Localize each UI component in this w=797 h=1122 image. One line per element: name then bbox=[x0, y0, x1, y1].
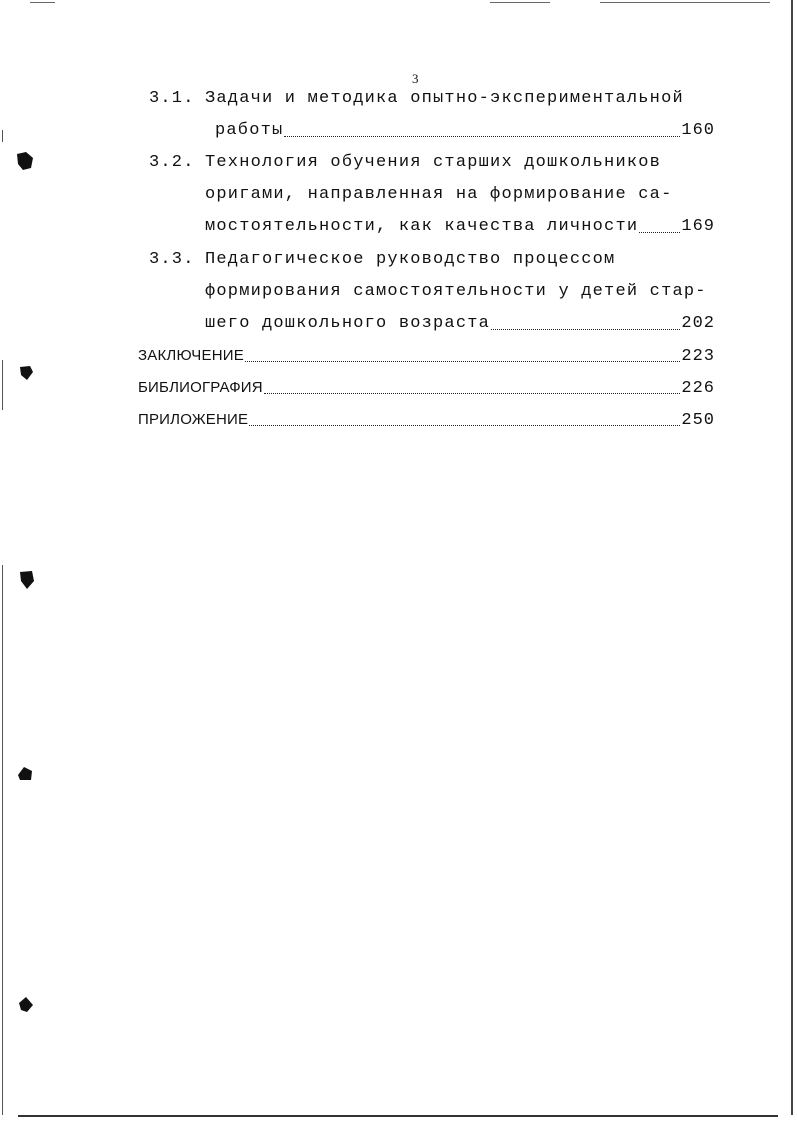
toc-section-title-cont: работы bbox=[215, 121, 284, 140]
toc-section-title: Задачи и методика опытно-экспериментальной bbox=[205, 89, 684, 108]
scan-edge-left bbox=[2, 360, 3, 410]
toc-page-number: 250 bbox=[681, 411, 715, 430]
scan-edge-right bbox=[791, 0, 793, 1115]
punch-hole-mark bbox=[16, 995, 36, 1015]
toc-chapter-title: ЗАКЛЮЧЕНИЕ bbox=[138, 347, 244, 364]
toc-entry-3-2-leader bbox=[205, 217, 715, 237]
punch-hole-mark bbox=[14, 150, 36, 172]
toc-section-title-cont: оригами, направленная на формирование са- bbox=[205, 185, 673, 204]
dot-leader bbox=[284, 121, 680, 137]
toc-chapter-title: ПРИЛОЖЕНИЕ bbox=[138, 411, 249, 428]
punch-hole-mark bbox=[15, 765, 35, 783]
toc-section-title-cont: мостоятельности, как качества личности bbox=[205, 217, 639, 236]
scan-edge-top bbox=[600, 2, 770, 3]
toc-entry-bibliography bbox=[138, 378, 715, 399]
toc-entry-3-1-leader bbox=[215, 121, 715, 141]
toc-entry-appendix bbox=[138, 410, 715, 431]
toc-section-number: 3.3. bbox=[149, 250, 195, 269]
dot-leader bbox=[639, 217, 680, 233]
dot-leader bbox=[264, 378, 681, 394]
toc-entry-3-3-leader bbox=[205, 314, 715, 334]
scan-edge-left bbox=[2, 130, 3, 142]
toc-section-title: Технология обучения старших дошкольников bbox=[205, 153, 662, 172]
scan-edge-top bbox=[30, 2, 55, 3]
toc-chapter-title: БИБЛИОГРАФИЯ bbox=[138, 379, 263, 396]
toc-section-number: 3.2. bbox=[149, 153, 195, 172]
scan-edge-top bbox=[490, 2, 550, 3]
toc-page-number: 226 bbox=[681, 379, 715, 398]
toc-section-title: Педагогическое руководство процессом bbox=[205, 250, 616, 269]
toc-page-number: 202 bbox=[681, 314, 715, 333]
toc-entry-conclusion bbox=[138, 346, 715, 367]
toc-page-number: 169 bbox=[681, 217, 715, 236]
dot-leader bbox=[249, 410, 680, 426]
scan-edge-bottom bbox=[18, 1115, 778, 1117]
toc-page-number: 223 bbox=[681, 347, 715, 366]
toc-section-title-cont: формирования самостоятельности у детей стар- bbox=[205, 282, 707, 301]
punch-hole-mark bbox=[16, 363, 36, 383]
toc-section-title-cont: шего дошкольного возраста bbox=[205, 314, 491, 333]
page-number: 3 bbox=[412, 71, 419, 86]
punch-hole-mark bbox=[17, 569, 37, 591]
dot-leader bbox=[245, 346, 680, 362]
toc-page-number: 160 bbox=[681, 121, 715, 140]
dot-leader bbox=[491, 314, 680, 330]
scan-edge-left bbox=[2, 565, 3, 1115]
toc-section-number: 3.1. bbox=[149, 89, 195, 108]
